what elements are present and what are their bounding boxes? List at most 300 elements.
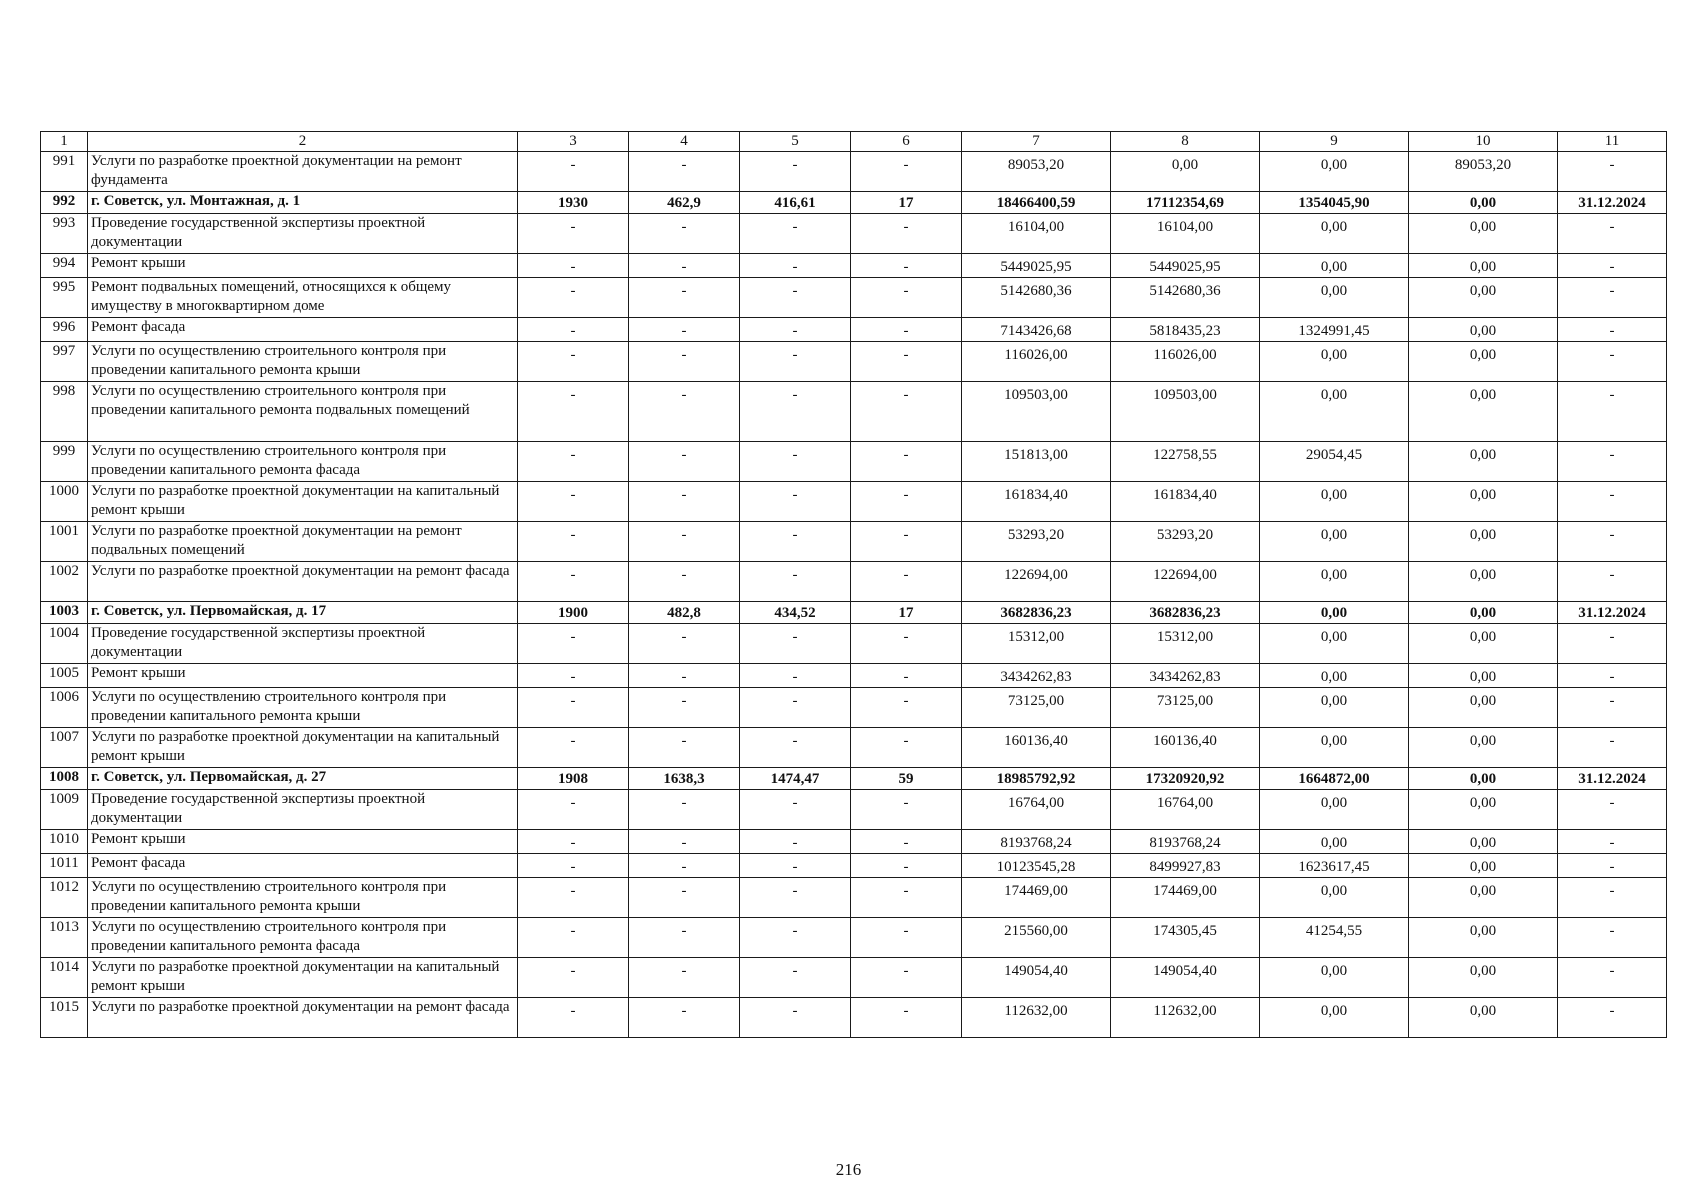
value-cell: 1900 bbox=[518, 602, 629, 624]
value-cell: - bbox=[1558, 728, 1667, 768]
value-cell: 7143426,68 bbox=[962, 318, 1111, 342]
work-item-row bbox=[41, 624, 1667, 664]
work-name-cell: Ремонт крыши bbox=[88, 664, 518, 688]
value-cell: - bbox=[518, 442, 629, 482]
column-header: 9 bbox=[1260, 132, 1409, 152]
row-number-cell: 996 bbox=[41, 318, 88, 342]
row-number-cell: 1006 bbox=[41, 688, 88, 728]
value-cell: - bbox=[851, 688, 962, 728]
value-cell: 0,00 bbox=[1409, 602, 1558, 624]
value-cell: 0,00 bbox=[1260, 562, 1409, 602]
value-cell: - bbox=[1558, 562, 1667, 602]
row-number-cell: 1003 bbox=[41, 602, 88, 624]
value-cell: - bbox=[629, 790, 740, 830]
address-row bbox=[41, 192, 1667, 214]
value-cell: - bbox=[518, 254, 629, 278]
register-table bbox=[40, 131, 1667, 1038]
value-cell: - bbox=[629, 152, 740, 192]
value-cell: - bbox=[629, 254, 740, 278]
value-cell: - bbox=[740, 688, 851, 728]
value-cell: - bbox=[1558, 830, 1667, 854]
value-cell: - bbox=[851, 790, 962, 830]
work-item-row bbox=[41, 522, 1667, 562]
value-cell: 41254,55 bbox=[1260, 918, 1409, 958]
value-cell: 0,00 bbox=[1260, 214, 1409, 254]
row-number-cell: 1014 bbox=[41, 958, 88, 998]
value-cell: 0,00 bbox=[1409, 214, 1558, 254]
value-cell: 16104,00 bbox=[962, 214, 1111, 254]
work-item-row bbox=[41, 482, 1667, 522]
value-cell: - bbox=[629, 664, 740, 688]
work-name-cell: Ремонт крыши bbox=[88, 830, 518, 854]
value-cell: 3434262,83 bbox=[1111, 664, 1260, 688]
value-cell: 18985792,92 bbox=[962, 768, 1111, 790]
value-cell: - bbox=[740, 878, 851, 918]
value-cell: - bbox=[1558, 624, 1667, 664]
row-number-cell: 1004 bbox=[41, 624, 88, 664]
value-cell: - bbox=[851, 382, 962, 442]
column-header: 10 bbox=[1409, 132, 1558, 152]
value-cell: 0,00 bbox=[1409, 562, 1558, 602]
column-header: 2 bbox=[88, 132, 518, 152]
value-cell: - bbox=[518, 958, 629, 998]
value-cell: - bbox=[740, 728, 851, 768]
value-cell: - bbox=[518, 342, 629, 382]
value-cell: - bbox=[629, 688, 740, 728]
value-cell: - bbox=[851, 664, 962, 688]
row-number-cell: 1002 bbox=[41, 562, 88, 602]
value-cell: 0,00 bbox=[1260, 790, 1409, 830]
value-cell: 0,00 bbox=[1409, 878, 1558, 918]
value-cell: 16104,00 bbox=[1111, 214, 1260, 254]
value-cell: - bbox=[629, 214, 740, 254]
value-cell: 0,00 bbox=[1409, 522, 1558, 562]
value-cell: 160136,40 bbox=[962, 728, 1111, 768]
value-cell: - bbox=[629, 482, 740, 522]
value-cell: 0,00 bbox=[1409, 442, 1558, 482]
value-cell: 73125,00 bbox=[1111, 688, 1260, 728]
value-cell: 31.12.2024 bbox=[1558, 192, 1667, 214]
table-body bbox=[41, 132, 1667, 1038]
value-cell: - bbox=[851, 342, 962, 382]
value-cell: - bbox=[851, 958, 962, 998]
value-cell: 17320920,92 bbox=[1111, 768, 1260, 790]
work-name-cell: г. Советск, ул. Первомайская, д. 27 bbox=[88, 768, 518, 790]
value-cell: 17 bbox=[851, 192, 962, 214]
value-cell: 1908 bbox=[518, 768, 629, 790]
value-cell: 0,00 bbox=[1260, 382, 1409, 442]
work-name-cell: г. Советск, ул. Монтажная, д. 1 bbox=[88, 192, 518, 214]
value-cell: 0,00 bbox=[1409, 342, 1558, 382]
value-cell: - bbox=[1558, 318, 1667, 342]
row-number-cell: 1011 bbox=[41, 854, 88, 878]
value-cell: 89053,20 bbox=[962, 152, 1111, 192]
work-name-cell: Услуги по разработке проектной документации на ремонт фундамента bbox=[88, 152, 518, 192]
value-cell: - bbox=[1558, 382, 1667, 442]
value-cell: 18466400,59 bbox=[962, 192, 1111, 214]
value-cell: - bbox=[1558, 214, 1667, 254]
value-cell: - bbox=[629, 830, 740, 854]
value-cell: 59 bbox=[851, 768, 962, 790]
work-name-cell: Ремонт фасада bbox=[88, 854, 518, 878]
value-cell: 116026,00 bbox=[962, 342, 1111, 382]
work-name-cell: Услуги по разработке проектной документации на капитальный ремонт крыши bbox=[88, 482, 518, 522]
value-cell: - bbox=[740, 854, 851, 878]
value-cell: - bbox=[629, 918, 740, 958]
value-cell: 8499927,83 bbox=[1111, 854, 1260, 878]
work-item-row bbox=[41, 318, 1667, 342]
work-name-cell: Услуги по осуществлению строительного контроля при проведении капитального ремонта крыши bbox=[88, 878, 518, 918]
value-cell: 122694,00 bbox=[962, 562, 1111, 602]
value-cell: - bbox=[740, 830, 851, 854]
row-number-cell: 998 bbox=[41, 382, 88, 442]
value-cell: - bbox=[629, 878, 740, 918]
address-row bbox=[41, 768, 1667, 790]
value-cell: 122694,00 bbox=[1111, 562, 1260, 602]
value-cell: 1474,47 bbox=[740, 768, 851, 790]
value-cell: 0,00 bbox=[1260, 878, 1409, 918]
column-header: 4 bbox=[629, 132, 740, 152]
value-cell: - bbox=[740, 624, 851, 664]
value-cell: - bbox=[851, 830, 962, 854]
value-cell: 3682836,23 bbox=[1111, 602, 1260, 624]
value-cell: - bbox=[629, 522, 740, 562]
value-cell: 0,00 bbox=[1409, 278, 1558, 318]
row-number-cell: 1012 bbox=[41, 878, 88, 918]
work-item-row bbox=[41, 688, 1667, 728]
work-item-row bbox=[41, 562, 1667, 602]
value-cell: - bbox=[740, 522, 851, 562]
value-cell: 0,00 bbox=[1409, 318, 1558, 342]
value-cell: 0,00 bbox=[1260, 254, 1409, 278]
value-cell: - bbox=[629, 562, 740, 602]
value-cell: - bbox=[1558, 278, 1667, 318]
value-cell: 174469,00 bbox=[1111, 878, 1260, 918]
value-cell: - bbox=[518, 918, 629, 958]
value-cell: - bbox=[1558, 254, 1667, 278]
work-name-cell: Услуги по осуществлению строительного контроля при проведении капитального ремонта крыши bbox=[88, 688, 518, 728]
column-header: 1 bbox=[41, 132, 88, 152]
row-number-cell: 992 bbox=[41, 192, 88, 214]
value-cell: 0,00 bbox=[1260, 830, 1409, 854]
value-cell: 0,00 bbox=[1260, 602, 1409, 624]
value-cell: 116026,00 bbox=[1111, 342, 1260, 382]
value-cell: 0,00 bbox=[1409, 624, 1558, 664]
work-name-cell: Услуги по осуществлению строительного контроля при проведении капитального ремонта фасада bbox=[88, 442, 518, 482]
value-cell: - bbox=[518, 728, 629, 768]
value-cell: 5449025,95 bbox=[1111, 254, 1260, 278]
value-cell: - bbox=[740, 254, 851, 278]
value-cell: 174305,45 bbox=[1111, 918, 1260, 958]
value-cell: 5449025,95 bbox=[962, 254, 1111, 278]
value-cell: - bbox=[518, 522, 629, 562]
value-cell: - bbox=[851, 998, 962, 1038]
value-cell: - bbox=[629, 442, 740, 482]
value-cell: - bbox=[851, 214, 962, 254]
value-cell: 8193768,24 bbox=[962, 830, 1111, 854]
value-cell: 112632,00 bbox=[1111, 998, 1260, 1038]
value-cell: 215560,00 bbox=[962, 918, 1111, 958]
value-cell: - bbox=[851, 562, 962, 602]
value-cell: - bbox=[629, 998, 740, 1038]
work-name-cell: Проведение государственной экспертизы проектной документации bbox=[88, 790, 518, 830]
value-cell: - bbox=[629, 342, 740, 382]
value-cell: 0,00 bbox=[1260, 688, 1409, 728]
row-number-cell: 1007 bbox=[41, 728, 88, 768]
column-header: 11 bbox=[1558, 132, 1667, 152]
work-name-cell: Ремонт подвальных помещений, относящихся к общему имуществу в многоквартирном доме bbox=[88, 278, 518, 318]
value-cell: - bbox=[1558, 152, 1667, 192]
value-cell: - bbox=[518, 318, 629, 342]
work-name-cell: Услуги по осуществлению строительного контроля при проведении капитального ремонта фасада bbox=[88, 918, 518, 958]
value-cell: 1930 bbox=[518, 192, 629, 214]
value-cell: 1324991,45 bbox=[1260, 318, 1409, 342]
value-cell: 1623617,45 bbox=[1260, 854, 1409, 878]
row-number-cell: 1000 bbox=[41, 482, 88, 522]
value-cell: 15312,00 bbox=[962, 624, 1111, 664]
value-cell: 416,61 bbox=[740, 192, 851, 214]
value-cell: - bbox=[518, 878, 629, 918]
work-item-row bbox=[41, 854, 1667, 878]
row-number-cell: 1013 bbox=[41, 918, 88, 958]
row-number-cell: 1015 bbox=[41, 998, 88, 1038]
value-cell: 0,00 bbox=[1260, 482, 1409, 522]
value-cell: - bbox=[740, 342, 851, 382]
value-cell: - bbox=[1558, 522, 1667, 562]
value-cell: - bbox=[518, 830, 629, 854]
work-name-cell: Ремонт фасада bbox=[88, 318, 518, 342]
work-name-cell: Услуги по разработке проектной документации на капитальный ремонт крыши bbox=[88, 728, 518, 768]
value-cell: 89053,20 bbox=[1409, 152, 1558, 192]
value-cell: 0,00 bbox=[1409, 854, 1558, 878]
work-item-row bbox=[41, 342, 1667, 382]
value-cell: 482,8 bbox=[629, 602, 740, 624]
column-header: 3 bbox=[518, 132, 629, 152]
value-cell: 149054,40 bbox=[1111, 958, 1260, 998]
work-item-row bbox=[41, 278, 1667, 318]
value-cell: - bbox=[851, 318, 962, 342]
value-cell: - bbox=[629, 318, 740, 342]
value-cell: - bbox=[1558, 664, 1667, 688]
value-cell: - bbox=[1558, 854, 1667, 878]
value-cell: 0,00 bbox=[1111, 152, 1260, 192]
value-cell: 0,00 bbox=[1260, 522, 1409, 562]
value-cell: - bbox=[851, 522, 962, 562]
value-cell: - bbox=[851, 918, 962, 958]
value-cell: 0,00 bbox=[1260, 624, 1409, 664]
value-cell: - bbox=[1558, 918, 1667, 958]
value-cell: - bbox=[851, 254, 962, 278]
value-cell: - bbox=[1558, 482, 1667, 522]
value-cell: - bbox=[518, 664, 629, 688]
value-cell: - bbox=[851, 152, 962, 192]
value-cell: 17112354,69 bbox=[1111, 192, 1260, 214]
column-header: 7 bbox=[962, 132, 1111, 152]
value-cell: 0,00 bbox=[1260, 342, 1409, 382]
value-cell: - bbox=[740, 318, 851, 342]
work-item-row bbox=[41, 382, 1667, 442]
value-cell: 109503,00 bbox=[1111, 382, 1260, 442]
value-cell: 3682836,23 bbox=[962, 602, 1111, 624]
value-cell: 151813,00 bbox=[962, 442, 1111, 482]
value-cell: 5142680,36 bbox=[962, 278, 1111, 318]
address-row bbox=[41, 602, 1667, 624]
value-cell: 0,00 bbox=[1409, 382, 1558, 442]
row-number-cell: 1009 bbox=[41, 790, 88, 830]
value-cell: 29054,45 bbox=[1260, 442, 1409, 482]
value-cell: 0,00 bbox=[1260, 152, 1409, 192]
column-header: 6 bbox=[851, 132, 962, 152]
work-name-cell: Услуги по осуществлению строительного контроля при проведении капитального ремонта крыши bbox=[88, 342, 518, 382]
value-cell: - bbox=[740, 382, 851, 442]
value-cell: - bbox=[518, 152, 629, 192]
value-cell: 122758,55 bbox=[1111, 442, 1260, 482]
page-number: 216 bbox=[835, 1160, 862, 1179]
row-number-cell: 1001 bbox=[41, 522, 88, 562]
value-cell: - bbox=[518, 562, 629, 602]
work-item-row bbox=[41, 958, 1667, 998]
value-cell: - bbox=[740, 482, 851, 522]
value-cell: 0,00 bbox=[1409, 830, 1558, 854]
value-cell: - bbox=[518, 482, 629, 522]
value-cell: 73125,00 bbox=[962, 688, 1111, 728]
work-item-row bbox=[41, 214, 1667, 254]
value-cell: - bbox=[851, 624, 962, 664]
value-cell: 0,00 bbox=[1409, 254, 1558, 278]
work-name-cell: Проведение государственной экспертизы проектной документации bbox=[88, 624, 518, 664]
value-cell: 53293,20 bbox=[1111, 522, 1260, 562]
value-cell: - bbox=[740, 278, 851, 318]
value-cell: - bbox=[740, 152, 851, 192]
column-header: 8 bbox=[1111, 132, 1260, 152]
value-cell: - bbox=[629, 624, 740, 664]
work-name-cell: Ремонт крыши bbox=[88, 254, 518, 278]
value-cell: 0,00 bbox=[1409, 688, 1558, 728]
value-cell: - bbox=[740, 664, 851, 688]
value-cell: 17 bbox=[851, 602, 962, 624]
value-cell: - bbox=[740, 214, 851, 254]
row-number-cell: 1005 bbox=[41, 664, 88, 688]
value-cell: - bbox=[851, 482, 962, 522]
work-item-row bbox=[41, 664, 1667, 688]
value-cell: 1638,3 bbox=[629, 768, 740, 790]
work-item-row bbox=[41, 728, 1667, 768]
value-cell: 0,00 bbox=[1409, 918, 1558, 958]
value-cell: 16764,00 bbox=[962, 790, 1111, 830]
work-item-row bbox=[41, 998, 1667, 1038]
value-cell: - bbox=[740, 562, 851, 602]
value-cell: 5142680,36 bbox=[1111, 278, 1260, 318]
row-number-cell: 995 bbox=[41, 278, 88, 318]
value-cell: - bbox=[629, 958, 740, 998]
value-cell: - bbox=[629, 728, 740, 768]
work-item-row bbox=[41, 878, 1667, 918]
row-number-cell: 1008 bbox=[41, 768, 88, 790]
value-cell: 0,00 bbox=[1260, 958, 1409, 998]
value-cell: - bbox=[518, 790, 629, 830]
value-cell: 0,00 bbox=[1260, 998, 1409, 1038]
work-name-cell: Услуги по разработке проектной документации на ремонт фасада bbox=[88, 562, 518, 602]
value-cell: 16764,00 bbox=[1111, 790, 1260, 830]
value-cell: 0,00 bbox=[1409, 664, 1558, 688]
value-cell: - bbox=[1558, 342, 1667, 382]
value-cell: 15312,00 bbox=[1111, 624, 1260, 664]
work-item-row bbox=[41, 442, 1667, 482]
value-cell: - bbox=[629, 382, 740, 442]
work-item-row bbox=[41, 918, 1667, 958]
value-cell: 31.12.2024 bbox=[1558, 602, 1667, 624]
column-header-row bbox=[41, 132, 1667, 152]
work-name-cell: Услуги по разработке проектной документации на ремонт подвальных помещений bbox=[88, 522, 518, 562]
value-cell: - bbox=[1558, 958, 1667, 998]
value-cell: 149054,40 bbox=[962, 958, 1111, 998]
value-cell: 3434262,83 bbox=[962, 664, 1111, 688]
value-cell: - bbox=[518, 688, 629, 728]
row-number-cell: 999 bbox=[41, 442, 88, 482]
row-number-cell: 1010 bbox=[41, 830, 88, 854]
value-cell: - bbox=[518, 382, 629, 442]
value-cell: 0,00 bbox=[1409, 958, 1558, 998]
value-cell: - bbox=[851, 878, 962, 918]
value-cell: 161834,40 bbox=[962, 482, 1111, 522]
work-name-cell: Услуги по разработке проектной документации на ремонт фасада bbox=[88, 998, 518, 1038]
value-cell: - bbox=[518, 624, 629, 664]
value-cell: 31.12.2024 bbox=[1558, 768, 1667, 790]
value-cell: 161834,40 bbox=[1111, 482, 1260, 522]
value-cell: - bbox=[740, 998, 851, 1038]
value-cell: - bbox=[740, 790, 851, 830]
work-name-cell: Проведение государственной экспертизы проектной документации bbox=[88, 214, 518, 254]
value-cell: 434,52 bbox=[740, 602, 851, 624]
value-cell: 0,00 bbox=[1260, 278, 1409, 318]
value-cell: 109503,00 bbox=[962, 382, 1111, 442]
value-cell: 0,00 bbox=[1409, 482, 1558, 522]
value-cell: 0,00 bbox=[1260, 728, 1409, 768]
value-cell: 1354045,90 bbox=[1260, 192, 1409, 214]
value-cell: 174469,00 bbox=[962, 878, 1111, 918]
work-item-row bbox=[41, 790, 1667, 830]
value-cell: - bbox=[851, 854, 962, 878]
value-cell: 1664872,00 bbox=[1260, 768, 1409, 790]
value-cell: - bbox=[1558, 790, 1667, 830]
value-cell: 10123545,28 bbox=[962, 854, 1111, 878]
value-cell: - bbox=[851, 728, 962, 768]
value-cell: 0,00 bbox=[1409, 192, 1558, 214]
value-cell: - bbox=[629, 854, 740, 878]
value-cell: - bbox=[518, 278, 629, 318]
value-cell: 0,00 bbox=[1409, 768, 1558, 790]
value-cell: 462,9 bbox=[629, 192, 740, 214]
value-cell: 8193768,24 bbox=[1111, 830, 1260, 854]
work-item-row bbox=[41, 830, 1667, 854]
value-cell: - bbox=[1558, 998, 1667, 1038]
value-cell: - bbox=[1558, 878, 1667, 918]
value-cell: - bbox=[518, 214, 629, 254]
value-cell: 0,00 bbox=[1409, 998, 1558, 1038]
value-cell: - bbox=[740, 442, 851, 482]
work-item-row bbox=[41, 152, 1667, 192]
column-header: 5 bbox=[740, 132, 851, 152]
value-cell: 5818435,23 bbox=[1111, 318, 1260, 342]
value-cell: 0,00 bbox=[1260, 664, 1409, 688]
value-cell: 0,00 bbox=[1409, 728, 1558, 768]
value-cell: 53293,20 bbox=[962, 522, 1111, 562]
value-cell: - bbox=[518, 854, 629, 878]
row-number-cell: 994 bbox=[41, 254, 88, 278]
value-cell: - bbox=[518, 998, 629, 1038]
row-number-cell: 993 bbox=[41, 214, 88, 254]
value-cell: 0,00 bbox=[1409, 790, 1558, 830]
